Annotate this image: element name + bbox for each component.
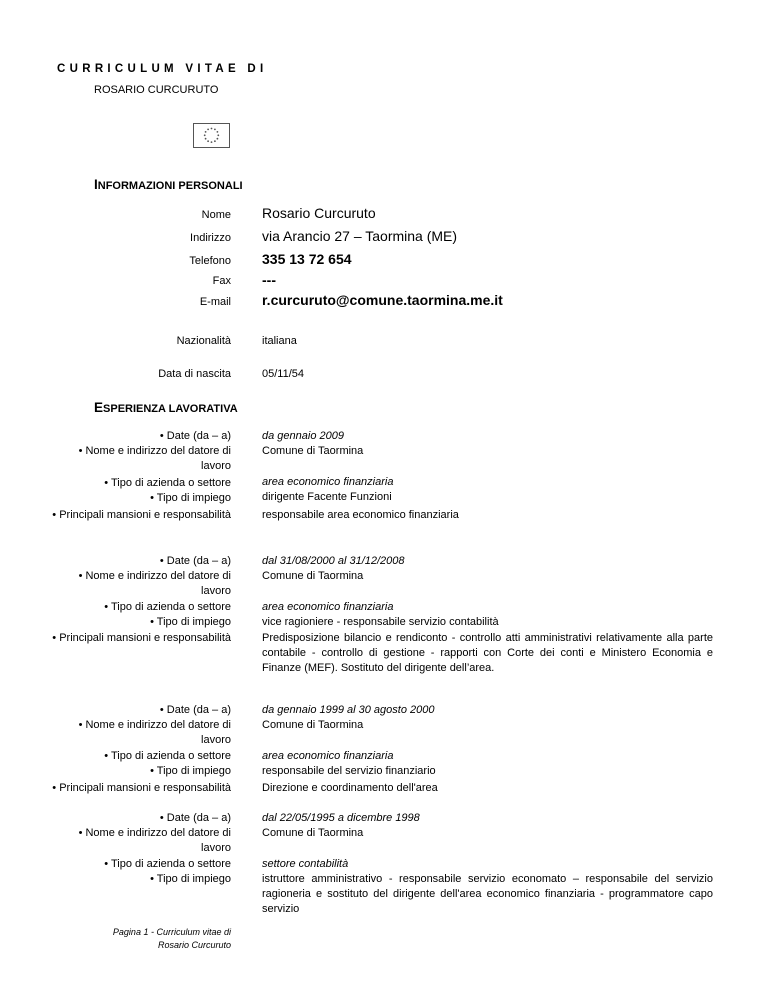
entry3-dates: da gennaio 1999 al 30 agosto 2000 xyxy=(262,704,435,716)
section-personal-heading: INFORMAZIONI PERSONALI xyxy=(94,177,243,192)
entry4-label-employer: • Nome e indirizzo del datore di lavoro xyxy=(78,827,231,854)
entry2-sector: area economico finanziaria xyxy=(262,601,394,613)
page-number: 1 xyxy=(143,927,149,937)
entry3-jobtype: responsabile del servizio finanziario xyxy=(262,765,436,777)
section-experience-heading: ESPERIENZA LAVORATIVA xyxy=(94,400,238,415)
value-phone: 335 13 72 654 xyxy=(262,251,352,267)
label-birthdate: Data di nascita xyxy=(158,368,231,380)
entry3-employer: Comune di Taormina xyxy=(262,719,364,731)
entry1-label-sector: • Tipo di azienda o settore xyxy=(104,477,231,489)
entry4-label-sector: • Tipo di azienda o settore xyxy=(104,858,231,870)
entry3-label-jobtype: • Tipo di impiego xyxy=(150,765,231,777)
entry1-label-duties: • Principali mansioni e responsabilità xyxy=(52,509,231,521)
entry3-sector: area economico finanziaria xyxy=(262,750,394,762)
entry4-employer: Comune di Taormina xyxy=(262,827,364,839)
cv-title: CURRICULUM VITAE DI xyxy=(57,63,268,75)
entry4-dates: dal 22/05/1995 a dicembre 1998 xyxy=(262,812,420,824)
entry1-label-employer: • Nome e indirizzo del datore di lavoro xyxy=(78,445,231,472)
entry3-duties: Direzione e coordinamento dell'area xyxy=(262,782,438,794)
entry2-jobtype: vice ragioniere - responsabile servizio contabilità xyxy=(262,616,499,628)
value-address: via Arancio 27 – Taormina (ME) xyxy=(262,228,458,244)
entry1-label-jobtype: • Tipo di impiego xyxy=(150,492,231,504)
entry4-jobtype: istruttore amministrativo - responsabile servizio economato – responsabile del servizio ragioneria e sostituto del dirigente dell'area economico finanziaria - programmatore capo servizio xyxy=(262,873,713,915)
entry1-duties: responsabile area economico finanziaria xyxy=(262,509,459,521)
eu-flag-icon xyxy=(193,123,230,148)
value-name: Rosario Curcuruto xyxy=(262,205,376,221)
label-phone: Telefono xyxy=(189,255,231,267)
entry3-label-sector: • Tipo di azienda o settore xyxy=(104,750,231,762)
entry3-label-dates: • Date (da – a) xyxy=(159,704,231,716)
entry3-label-employer: • Nome e indirizzo del datore di lavoro xyxy=(78,719,231,746)
label-email: E-mail xyxy=(199,296,231,308)
entry2-label-dates: • Date (da – a) xyxy=(159,555,231,567)
entry2-employer: Comune di Taormina xyxy=(262,570,364,582)
entry1-dates: da gennaio 2009 xyxy=(262,430,344,442)
value-birthdate: 05/11/54 xyxy=(262,368,305,380)
value-email: r.curcuruto@comune.taormina.me.it xyxy=(262,292,503,308)
label-nationality: Nazionalità xyxy=(176,335,231,347)
entry2-duties: Predisposizione bilancio e rendiconto - controllo atti amministrativi relativamente alla parte contabile - controllo di gestione - rapporti con Corte dei conti e Ministero Economia e Finanze (MEF). Sostituto del dirigente dell’area. xyxy=(262,632,713,674)
entry2-dates: dal 31/08/2000 al 31/12/2008 xyxy=(262,555,405,567)
entry4-label-dates: • Date (da – a) xyxy=(159,812,231,824)
entry1-employer: Comune di Taormina xyxy=(262,445,364,457)
cv-name: ROSARIO CURCURUTO xyxy=(94,84,219,96)
label-fax: Fax xyxy=(212,275,231,287)
entry1-jobtype: dirigente Facente Funzioni xyxy=(262,491,392,503)
entry2-label-jobtype: • Tipo di impiego xyxy=(150,616,231,628)
entry1-sector: area economico finanziaria xyxy=(262,476,394,488)
label-name: Nome xyxy=(201,209,231,221)
entry3-label-duties: • Principali mansioni e responsabilità xyxy=(52,782,231,794)
value-nationality: italiana xyxy=(262,335,297,347)
entry1-label-dates: • Date (da – a) xyxy=(159,430,231,442)
entry4-sector: settore contabilità xyxy=(262,858,349,870)
entry2-label-employer: • Nome e indirizzo del datore di lavoro xyxy=(78,570,231,597)
label-address: Indirizzo xyxy=(190,232,231,244)
entry2-label-sector: • Tipo di azienda o settore xyxy=(104,601,231,613)
page-footer: Pagina 1 - Curriculum vitae di Rosario Curcuruto xyxy=(112,927,231,950)
entry4-label-jobtype: • Tipo di impiego xyxy=(150,873,231,885)
entry2-label-duties: • Principali mansioni e responsabilità xyxy=(52,632,231,644)
value-fax: --- xyxy=(262,272,276,288)
